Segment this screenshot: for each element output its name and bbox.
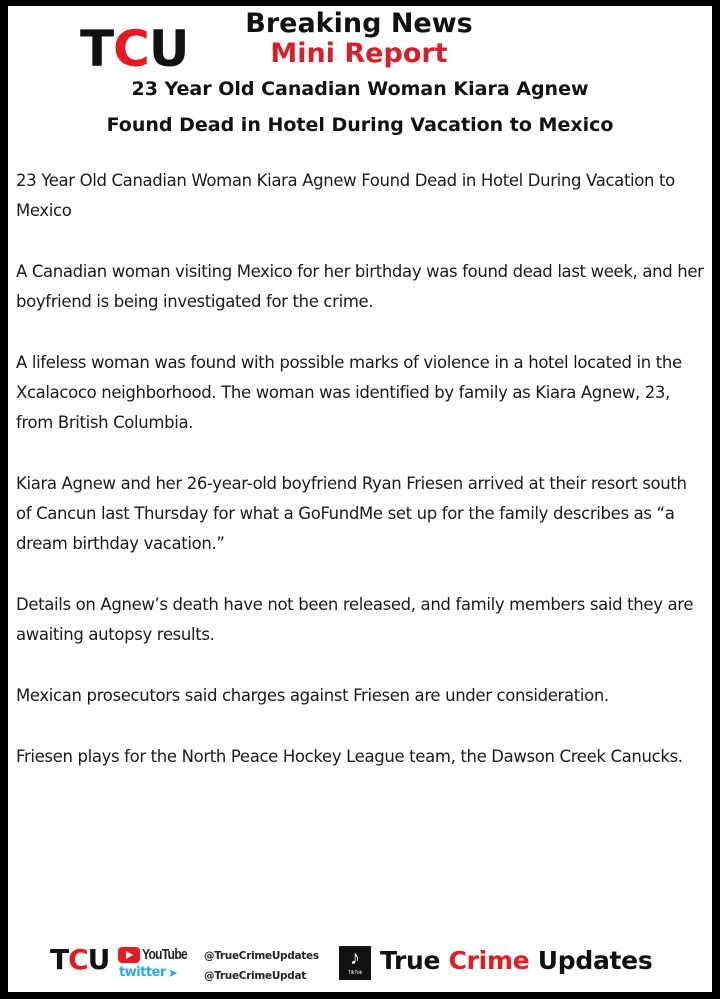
paragraph: A lifeless woman was found with possible marks of violence in a hotel located in the Xcalacoco neighborhood. The woman was identified by family as Kiara Agnew, 23, from British Columbia.	[16, 353, 682, 432]
headline-line-2: Found Dead in Hotel During Vacation to Mexico	[106, 114, 614, 136]
youtube-handle: @TrueCrimeUpdates	[204, 950, 319, 962]
breaking-news-title: Breaking News	[245, 8, 473, 39]
tcu-logo	[80, 20, 189, 78]
paragraph: Details on Agnew’s death have not been released, and family members said they are awaiting autopsy results.	[16, 595, 694, 644]
brand-name	[380, 948, 652, 973]
youtube-play-icon	[118, 947, 140, 963]
paragraph: Kiara Agnew and her 26-year-old boyfriend Ryan Friesen arrived at their resort south of Cancun last Thursday for what a GoFundMe set up for the family describes as “a dream birthday vacation.”	[16, 474, 687, 553]
logo-t: T	[80, 20, 114, 78]
article-body	[16, 166, 706, 803]
paragraph: Mexican prosecutors said charges against Friesen are under consideration.	[16, 686, 609, 705]
twitter-logo	[119, 965, 178, 980]
social-handles	[204, 946, 319, 986]
brand-part-3: Updates	[529, 946, 653, 975]
news-card	[8, 6, 712, 992]
logo-c: C	[68, 943, 88, 976]
tiktok-icon	[339, 946, 371, 980]
footer	[8, 938, 712, 988]
mini-report-title: Mini Report	[270, 38, 448, 69]
headline-line-1: 23 Year Old Canadian Woman Kiara Agnew	[131, 78, 589, 100]
twitter-handle: @TrueCrimeUpdat	[204, 970, 306, 982]
youtube-label: YouTube	[142, 946, 188, 963]
youtube-logo	[118, 946, 198, 963]
brand-part-1: True	[380, 946, 449, 975]
logo-c: C	[113, 20, 149, 78]
logo-u: U	[148, 20, 189, 78]
footer-tcu-logo	[50, 943, 110, 976]
twitter-bird-icon: ➤	[167, 965, 178, 980]
tiktok-label: TikTok	[347, 970, 363, 976]
paragraph: Friesen plays for the North Peace Hockey League team, the Dawson Creek Canucks.	[16, 747, 683, 766]
paragraph: 23 Year Old Canadian Woman Kiara Agnew Found Dead in Hotel During Vacation to Mexico	[16, 171, 675, 220]
logo-t: T	[50, 943, 69, 976]
header	[8, 6, 712, 154]
twitter-label: twitter	[119, 965, 166, 980]
brand-part-2: Crime	[448, 946, 530, 975]
paragraph: A Canadian woman visiting Mexico for her birthday was found dead last week, and her boyfriend is being investigated for the crime.	[16, 262, 704, 311]
tiktok-note-icon: ♪	[350, 947, 360, 969]
logo-u: U	[87, 943, 110, 976]
